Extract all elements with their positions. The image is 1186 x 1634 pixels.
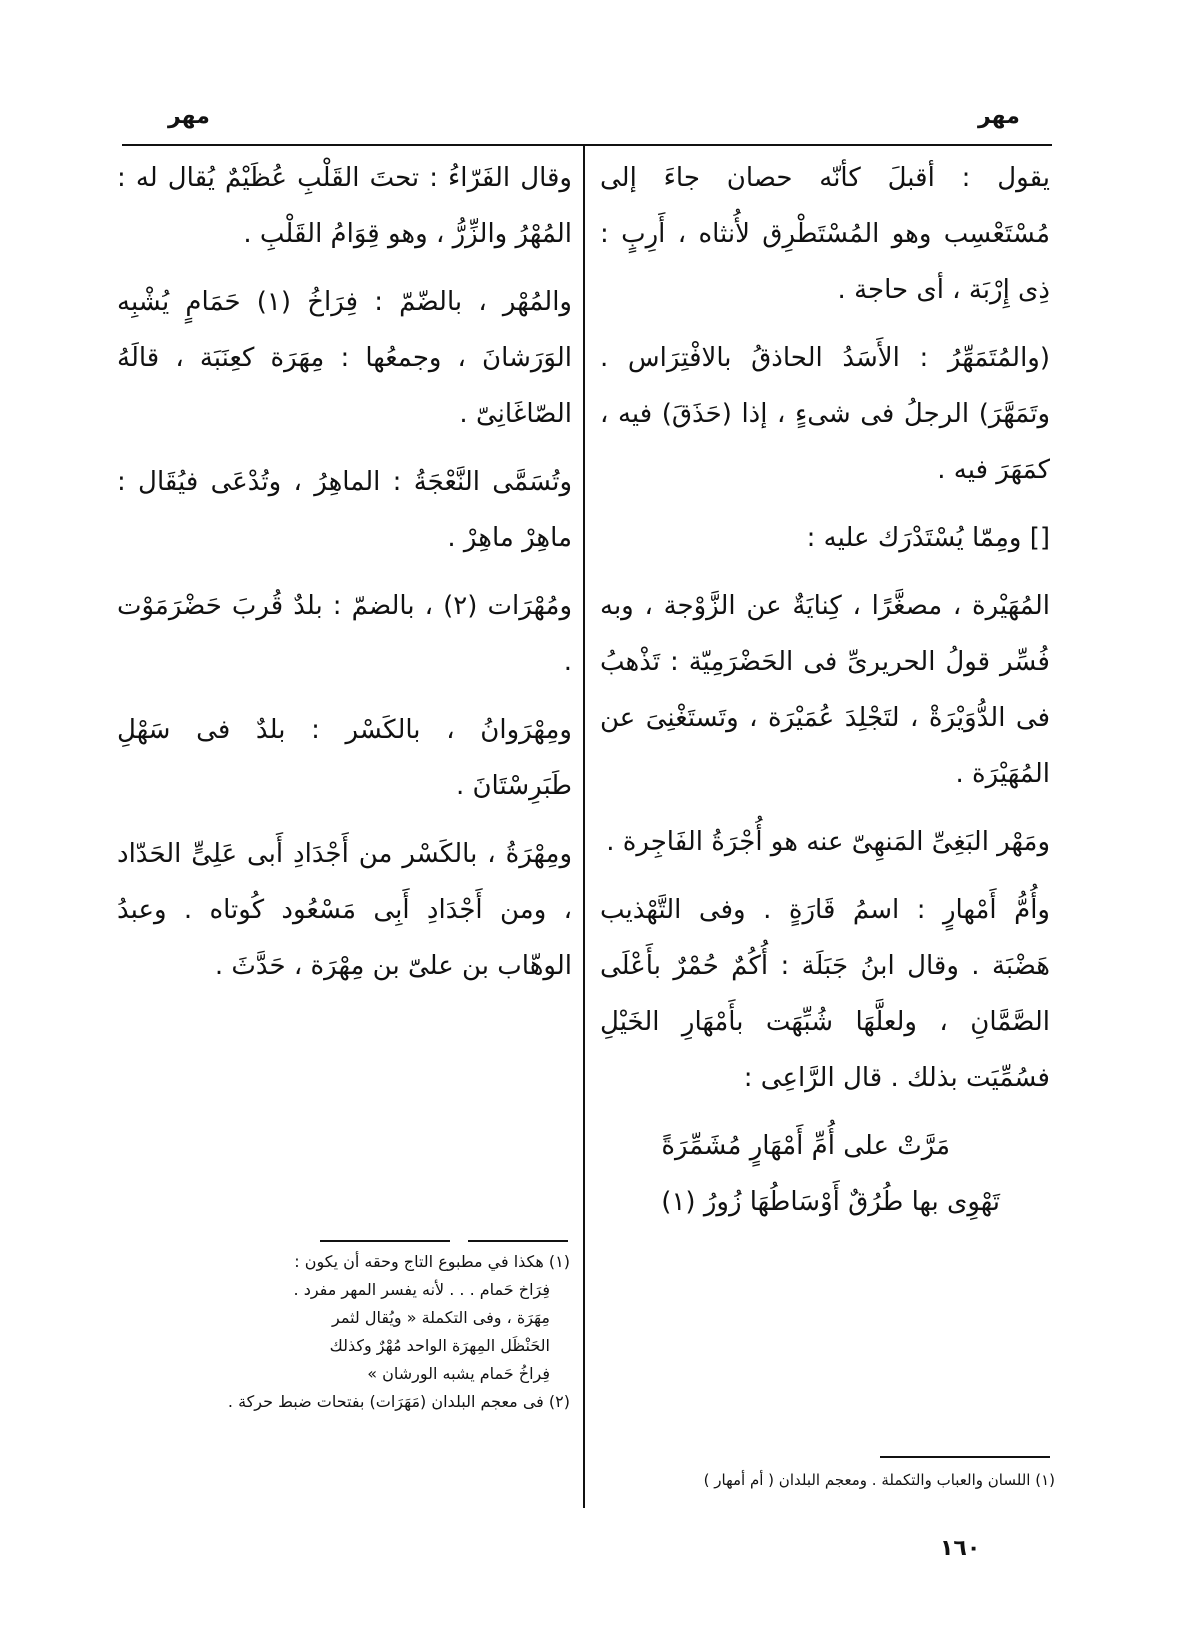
paragraph: وتُسَمَّى النَّعْجَةُ : الماهِرُ ، وتُدْعَى فيُقَال : ماهِرْ ماهِرْ . bbox=[117, 467, 572, 553]
column-divider bbox=[583, 146, 585, 1508]
footnote-line: فِراخُ حَمام يشبه الورشان » bbox=[367, 1364, 550, 1383]
verse-line: مَرَّتْ على أُمِّ أَمْهَارٍ مُشَمِّرَةً bbox=[661, 1131, 950, 1161]
footnotes-left bbox=[120, 1248, 570, 1416]
running-head-left: مهر bbox=[168, 104, 210, 129]
paragraph: والمُهْر ، بالضّمّ : فِرَاخُ (١) حَمَامٍ يُشْبِه الوَرَشانَ ، وجمعُها : مِهَرَة كعِنَبَة ، قالَهُ الصّاغَانِىّ . bbox=[117, 287, 572, 429]
footnote-line: مِهَرَة ، وفى التكملة « ويُقال لثمر bbox=[332, 1308, 550, 1327]
footnote-line: (١) هكذا في مطبوع التاج وحقه أن يكون : bbox=[294, 1252, 570, 1271]
footnote: (١) اللسان والعباب والتكملة . ومعجم البلدان ( أم أمهار ) bbox=[703, 1471, 1055, 1489]
paragraph: ومِهْرَوانُ ، بالكَسْر : بلدٌ فى سَهْلِ طَبَرِسْتَانَ . bbox=[117, 715, 572, 801]
footnote-rule bbox=[468, 1240, 568, 1242]
paragraph: ومَهْر البَغِىِّ المَنهِىّ عنه هو أُجْرَةُ الفَاجِرة . bbox=[606, 827, 1050, 857]
header-rule bbox=[122, 144, 1052, 146]
footnote-line: الحَنْظَل المِهرَة الواحد مُهْرٌ وكذلك bbox=[329, 1336, 550, 1355]
footnote-rule bbox=[320, 1240, 450, 1242]
paragraph: المُهَيْرة ، مصغَّرًا ، كِنايَةٌ عن الزَّوْجة ، وبه فُسِّر قولُ الحريرىِّ فى الحَضْرَمِيّة : تَذْهبُ فى الدُّوَيْرَةْ ، لتَجْلِدَ عُمَيْرَة ، وتَستَغْنِىَ عن المُهَيْرَة . bbox=[600, 591, 1050, 789]
footnote-line: فِرَاخ حَمام . . . لأنه يفسر المهر مفرد . bbox=[293, 1280, 550, 1299]
paragraph: وقال الفَرّاءُ : تحتَ القَلْبِ عُظَيْمٌ يُقال له : المُهْرُ والزِّرُّ ، وهو قِوَامُ القَلْبِ . bbox=[117, 163, 572, 249]
page-number: ١٦٠ bbox=[940, 1536, 981, 1561]
right-column bbox=[600, 150, 1050, 1230]
verse-line: تَهْوِى بها طُرُقٌ أَوْسَاطُهَا زُورُ (١) bbox=[661, 1187, 1000, 1217]
paragraph: ومُهْرَات (٢) ، بالضمّ : بلدٌ قُربَ حَضْرَمَوْت . bbox=[117, 591, 573, 677]
left-column bbox=[117, 150, 572, 1006]
paragraph: وأُمُّ أَمْهارٍ : اسمُ قَارَةٍ . وفى التَّهْذيب هَضْبَة . وقال ابنُ جَبَلَة : أُكُمٌ حُمْرٌ بأَعْلَى الصَّمَّانِ ، ولعلَّهَا شُبِّهَت بأَمْهَارِ الخَيْلِ فسُمِّيَت بذلك . قال الرَّاعِى : bbox=[600, 895, 1050, 1093]
footnote-line: (٢) فى معجم البلدان (مَهَرَات) بفتحات ضبط حركة . bbox=[227, 1392, 570, 1411]
footnote-rule bbox=[880, 1456, 1050, 1458]
running-head-right: مهر bbox=[978, 104, 1020, 129]
paragraph: يقول : أقبلَ كأنّه حصان جاءَ إلى مُسْتَعْسِب وهو المُسْتَطْرِق لأُنثاه ، أَرِبٍ : ذِى إِرْبَة ، أى حاجة . bbox=[600, 163, 1050, 305]
paragraph: (والمُتَمَهِّرُ : الأَسَدُ الحاذقُ بالافْتِرَاس . وتَمَهَّرَ) الرجلُ فى شىءٍ ، إذا (حَذَقَ) فيه ، كمَهَرَ فيه . bbox=[600, 343, 1050, 485]
paragraph: ومِهْرَةُ ، بالكَسْر من أَجْدَادِ أَبى عَلِىٍّ الحَدّاد ، ومن أَجْدَادِ أَبِى مَسْعُود كُوتاه . وعبدُ الوهّاب بن علىّ بن مِهْرَة ، حَدَّثَ . bbox=[117, 839, 572, 981]
paragraph: [] ومِمّا يُسْتَدْرَك عليه : bbox=[806, 523, 1050, 553]
